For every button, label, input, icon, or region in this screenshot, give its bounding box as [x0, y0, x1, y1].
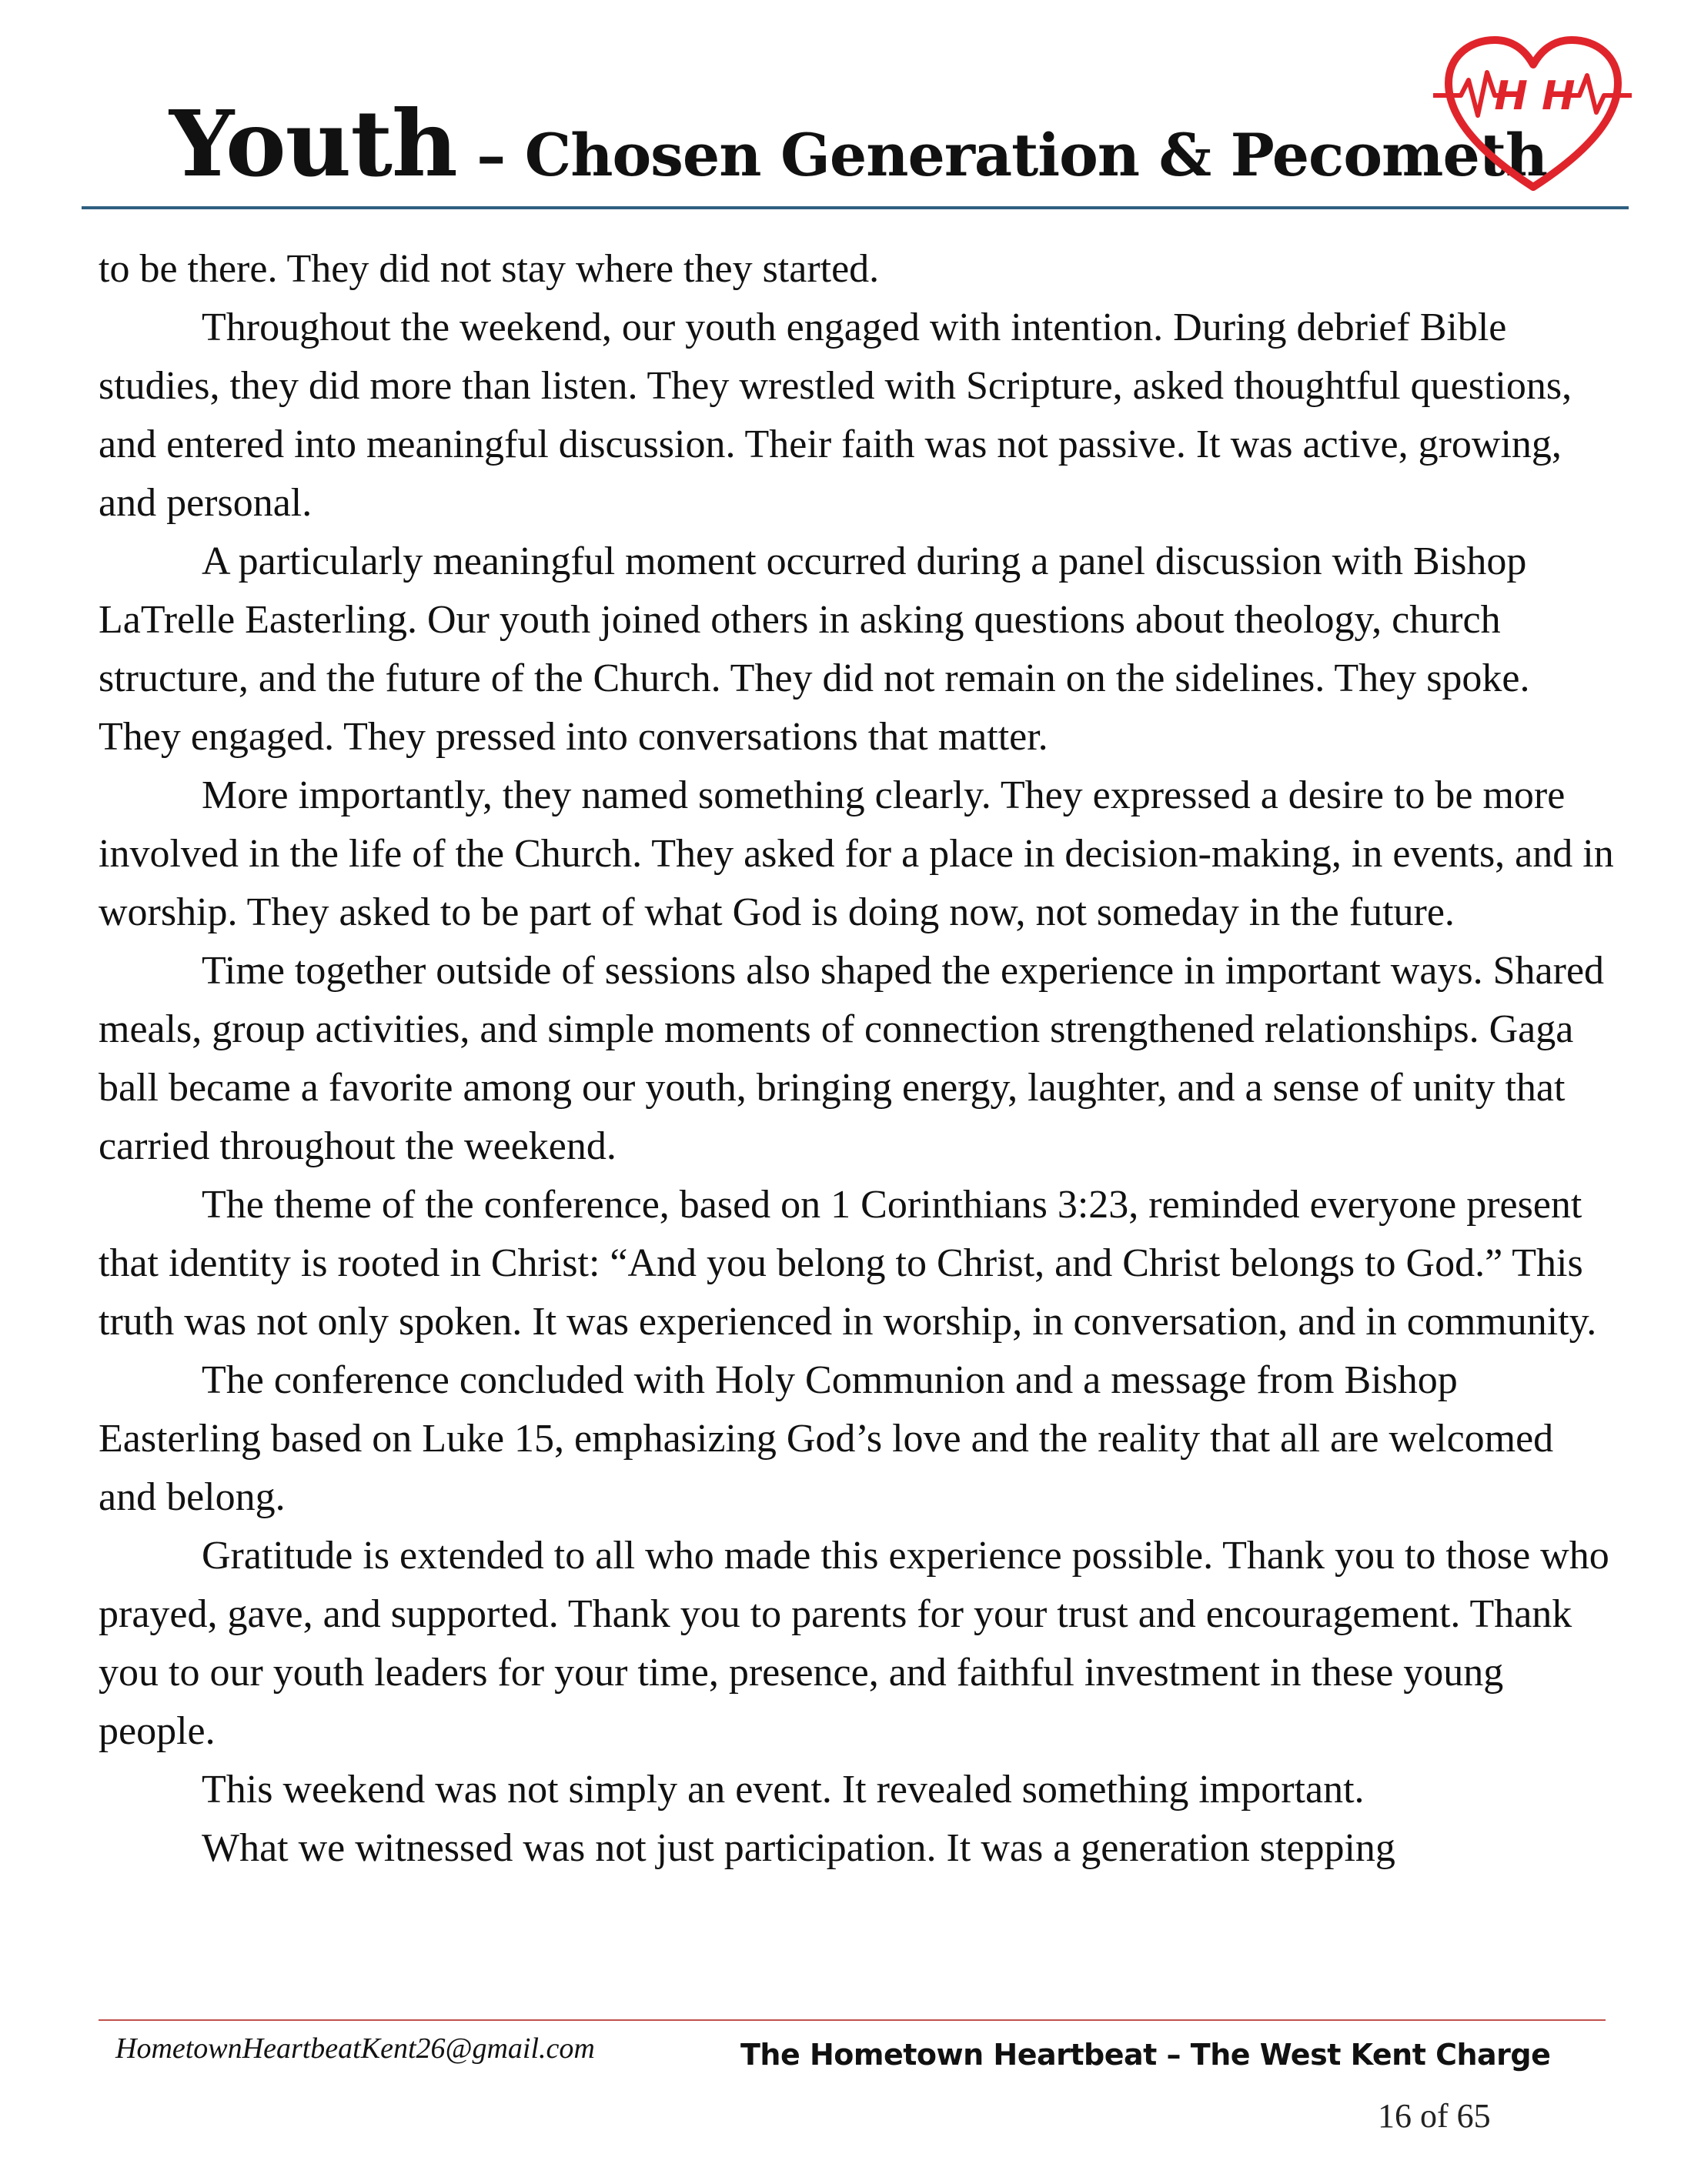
- page-number: 16 of 65: [1378, 2097, 1491, 2135]
- article-paragraph: A particularly meaningful moment occurred during a panel discussion with Bishop LaTrelle Easterling. Our youth joined others in asking questions about theology, church structure, and the future of the Church. They did not remain on the sidelines. They spoke. They engaged. They pressed into conversations that matter.: [99, 539, 1530, 759]
- footer-publication-name: The Hometown Heartbeat – The West Kent Charge: [740, 2038, 1551, 2072]
- article-paragraph: The conference concluded with Holy Communion and a message from Bishop Easterling based on Luke 15, emphasizing God’s love and the reality that all are welcomed and belong.: [99, 1358, 1554, 1519]
- header-divider: [82, 206, 1629, 209]
- footer-divider: [99, 2019, 1606, 2021]
- article-body: [99, 240, 1615, 1878]
- title-main: Youth: [169, 90, 457, 197]
- article-paragraph: What we witnessed was not just participation. It was a generation stepping: [202, 1826, 1395, 1870]
- article-paragraph: Gratitude is extended to all who made this experience possible. Thank you to those who prayed, gave, and supported. Thank you to parents for your trust and encouragement. Thank you to our youth leaders for your time, presence, and faithful investment in these young people.: [99, 1534, 1609, 1753]
- title-sub: – Chosen Generation & Pecometh: [456, 121, 1548, 189]
- article-paragraph: Throughout the weekend, our youth engaged with intention. During debrief Bible studies, they did more than listen. They wrestled with Scripture, asked thoughtful questions, and entered into meaningful discussion. Their faith was not passive. It was active, growing, and personal.: [99, 306, 1572, 525]
- article-paragraph: Time together outside of sessions also shaped the experience in important ways. Shared meals, group activities, and simple moments of connection strengthened relationships. Gaga ball became a favorite among our youth, bringing energy, laughter, and a sense of unity that carried throughout the weekend.: [99, 949, 1605, 1168]
- article-paragraph: This weekend was not simply an event. It revealed something important.: [202, 1768, 1365, 1812]
- footer-email-link[interactable]: HometownHeartbeatKent26@gmail.com: [115, 2032, 595, 2065]
- page-title: [169, 90, 1548, 197]
- heartbeat-logo-icon: [1433, 29, 1633, 199]
- logo-text: H H: [1494, 73, 1576, 119]
- article-paragraph: The theme of the conference, based on 1 Corinthians 3:23, reminded everyone present that identity is rooted in Christ: “And you belong to Christ, and Christ belongs to God.” This truth was not only spoken. It was experienced in worship, in conversation, and in community.: [99, 1183, 1597, 1344]
- article-paragraph: More importantly, they named something clearly. They expressed a desire to be more involved in the life of the Church. They asked for a place in decision-making, in events, and in worship. They asked to be part of what God is doing now, not someday in the future.: [99, 773, 1614, 934]
- article-paragraph: to be there. They did not stay where they started.: [99, 247, 880, 291]
